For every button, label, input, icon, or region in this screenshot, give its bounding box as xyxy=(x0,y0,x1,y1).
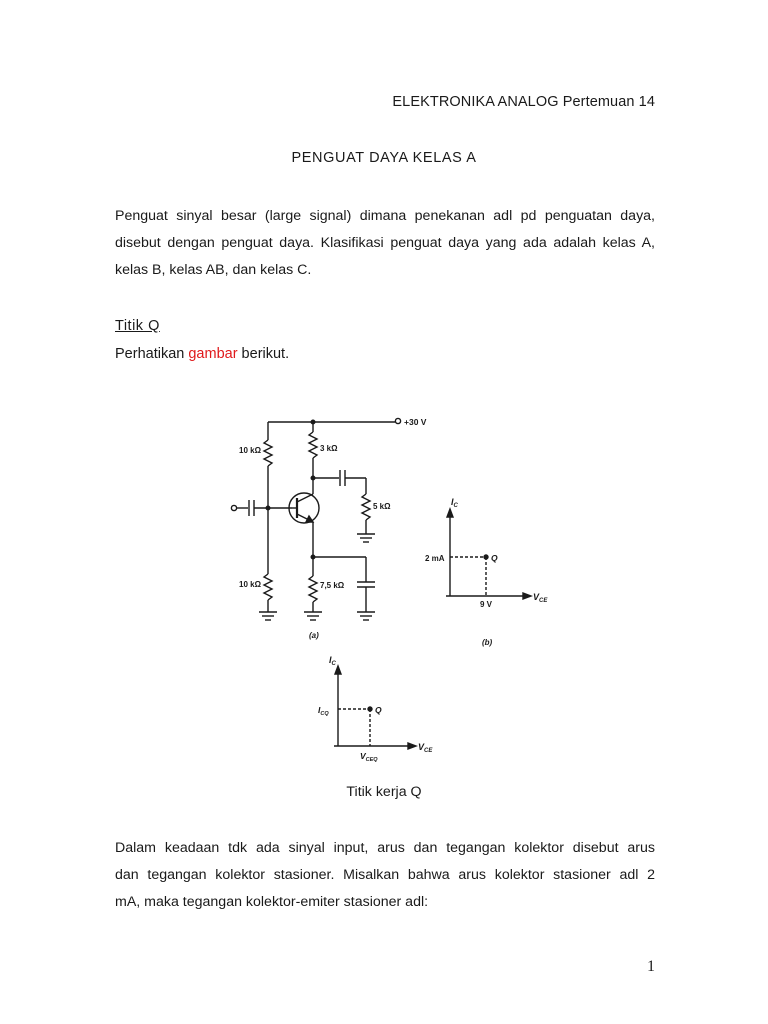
graph-c-x-axis-label: $V_{CE}$ xyxy=(418,742,433,754)
q-point-label: Q xyxy=(491,553,498,563)
look-text-before: Perhatikan xyxy=(115,346,189,362)
ic-value-label: 2 mA xyxy=(425,554,445,563)
page-number: 1 xyxy=(647,958,655,975)
graph-c-y-axis-label: $I_C$ xyxy=(329,655,336,667)
paragraph-line: kelas B, kelas AB, dan kelas C. xyxy=(115,262,312,278)
r2-label: 10 kΩ xyxy=(239,580,261,589)
q-point-label-c: Q xyxy=(375,705,382,715)
running-header: ELEKTRONIKA ANALOG Pertemuan 14 xyxy=(392,94,655,110)
vceq-label: $V_{CEQ}$ xyxy=(360,751,378,763)
graph-b-y-axis-label: $I_C$ xyxy=(451,497,458,509)
document-title: PENGUAT DAYA KELAS A xyxy=(291,150,477,166)
gambar-link[interactable]: gambar xyxy=(188,346,238,362)
figure-b-label: (b) xyxy=(482,638,493,647)
figure-a-label: (a) xyxy=(309,631,319,640)
section-heading: Titik Q xyxy=(115,318,160,334)
supply-label: +30 V xyxy=(404,417,427,427)
graph-b-x-axis-label: $V_{CE}$ xyxy=(533,592,548,604)
paragraph-line: Dalam keadaan tdk ada sinyal input, arus dan tegangan kolektor disebut arus xyxy=(115,840,655,856)
figure-caption: Titik kerja Q xyxy=(346,784,422,800)
icq-label: $I_{CQ}$ xyxy=(318,705,329,717)
paragraph-line: disebut dengan penguat daya. Klasifikasi penguat daya yang ada adalah kelas A, xyxy=(115,235,655,251)
rc-label: 3 kΩ xyxy=(320,444,338,453)
rl-label: 5 kΩ xyxy=(373,502,391,511)
vce-value-label: 9 V xyxy=(480,600,493,609)
re-label: 7,5 kΩ xyxy=(320,581,345,590)
body-paragraph xyxy=(115,835,655,916)
paragraph-line: mA, maka tegangan kolektor-emiter stasioner adl: xyxy=(115,894,429,910)
r1-label: 10 kΩ xyxy=(239,446,261,455)
look-text-after: berikut. xyxy=(237,346,290,362)
paragraph-line: dan tegangan kolektor stasioner. Misalkan bahwa arus kolektor stasioner adl 2 xyxy=(115,867,655,883)
paragraph-line: Penguat sinyal besar (large signal) dimana penekanan adl pd penguatan daya, xyxy=(115,208,655,224)
